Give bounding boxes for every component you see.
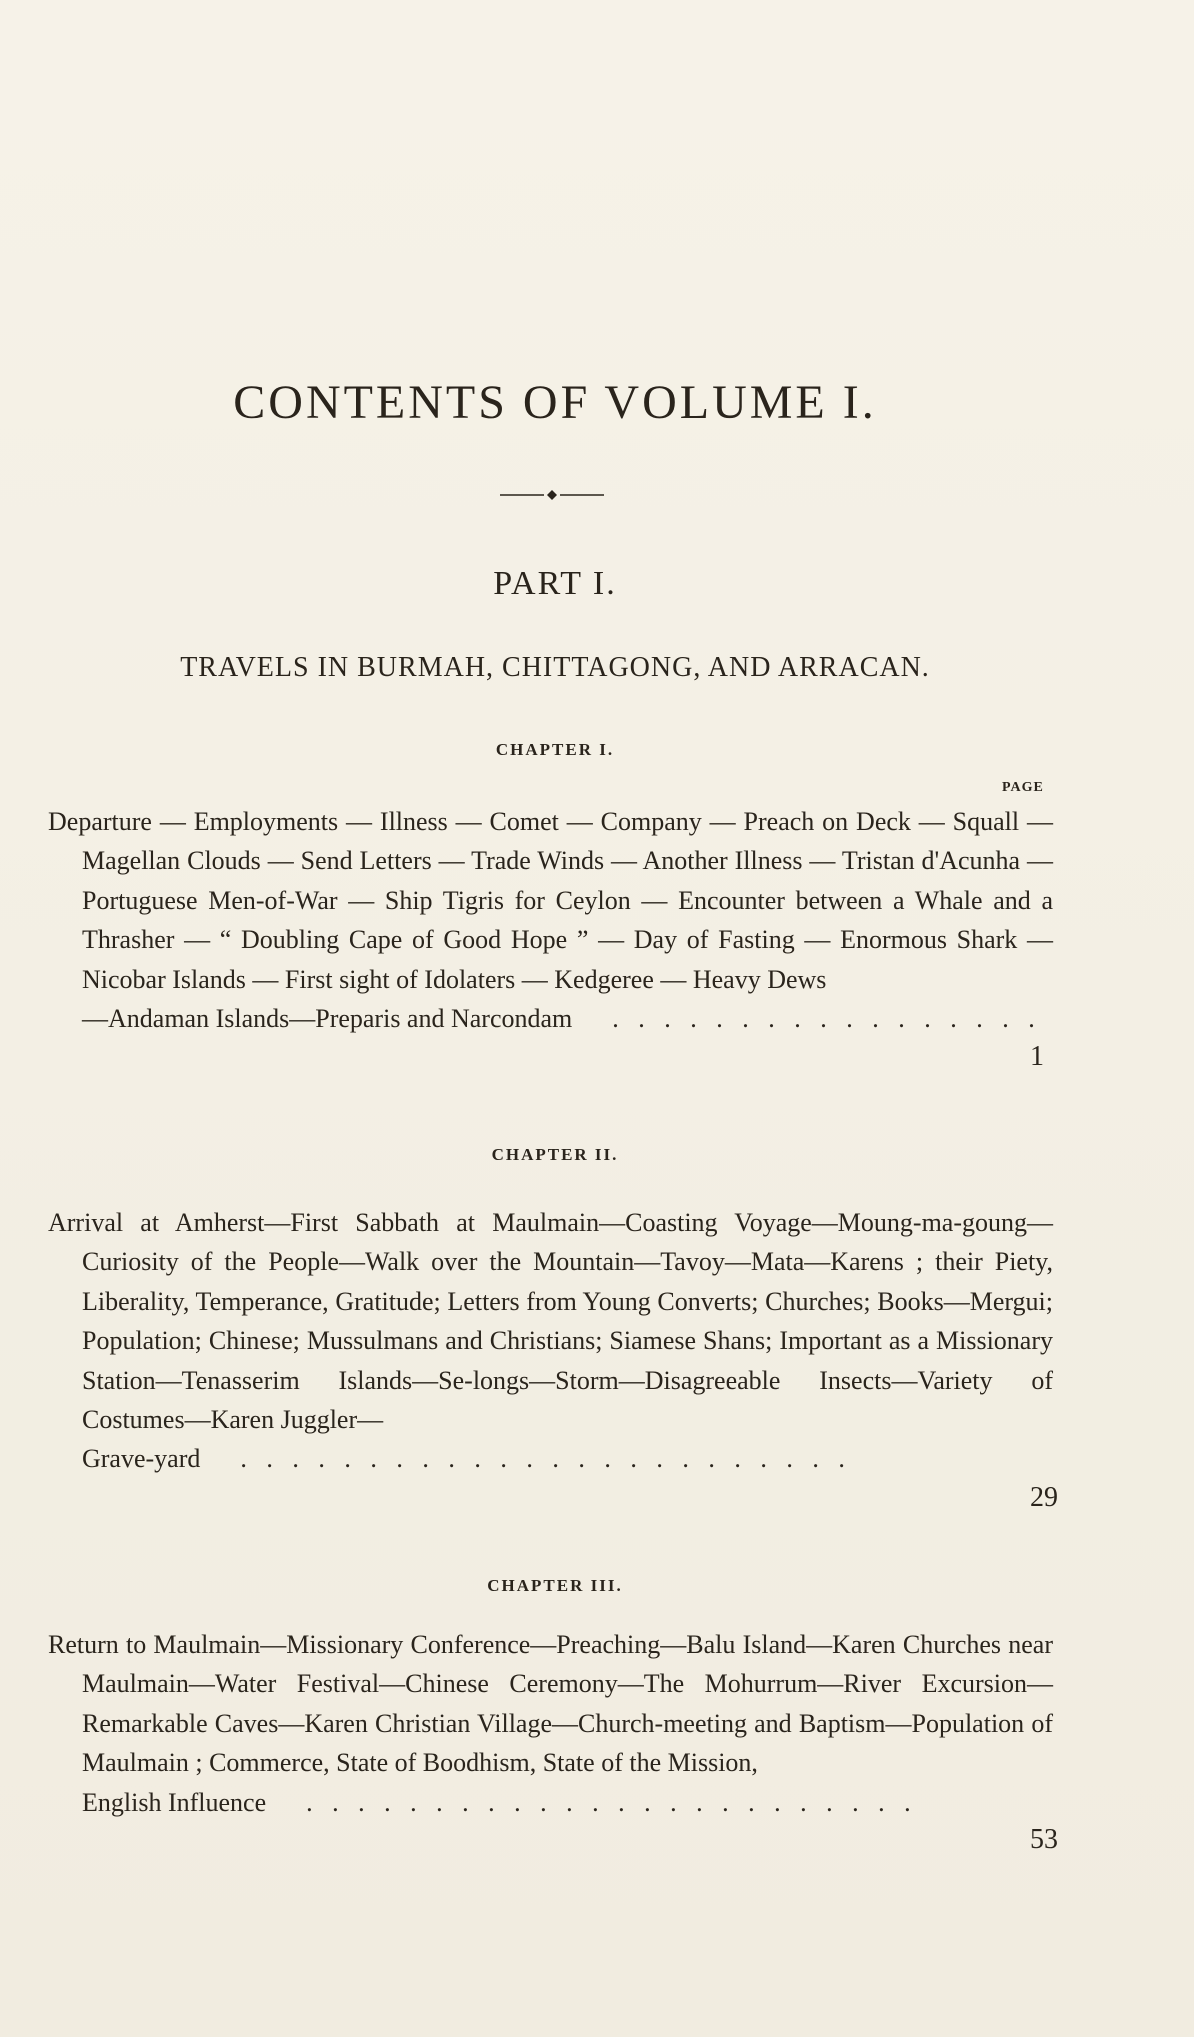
- chapter-summary: [48, 1203, 1053, 1479]
- chapter-summary-text: Return to Maulmain—Missionary Conference—Preaching—Balu Island—Karen Churches near Maulmain—Water Festival—Chinese Ceremony—The Mohurrum—River Excursion—Remarkable Caves—Karen Christian Village—Church-meeting and Baptism—Population of Maulmain ; Commerce, State of Boodhism, State of the Mission,: [48, 1630, 1053, 1778]
- chapter-heading: CHAPTER II.: [491, 1145, 619, 1164]
- chapter-summary: [48, 1625, 1053, 1822]
- page-column-label: PAGE: [1002, 780, 1044, 795]
- page-number: 53: [1030, 1824, 1058, 1855]
- part-subtitle: TRAVELS IN BURMAH, CHITTAGONG, AND ARRACAN.: [180, 652, 930, 683]
- chapter-summary: [48, 802, 1053, 1038]
- page-number: 29: [1030, 1482, 1058, 1513]
- chapter-summary-last-text: Grave-yard: [82, 1444, 201, 1474]
- chapter-summary-text: Departure — Employments — Illness — Comet — Company — Preach on Deck — Squall — Magellan Clouds — Send Letters — Trade Winds — Another Illness — Tristan d'Acunha — Portuguese Men-of-War — Ship Tigris for Ceylon — Encounter between a Whale and a Thrasher — “ Doubling Cape of Good Hope ” — Day of Fasting — Enormous Shark — Nicobar Islands — First sight of Idolaters — Kedgeree — Heavy Dews: [48, 807, 1053, 994]
- dot-leaders: [240, 1439, 1035, 1478]
- chapter-summary-last-line: [48, 999, 1053, 1038]
- chapter-heading: CHAPTER I.: [495, 740, 615, 759]
- divider-ornament-icon: [500, 488, 604, 502]
- chapter-summary-last-text: —Andaman Islands—Preparis and Narcondam: [82, 1004, 573, 1034]
- page-title: CONTENTS OF VOLUME I.: [233, 376, 877, 429]
- chapter-summary-last-line: [48, 1439, 1053, 1478]
- dot-leaders: [612, 999, 1035, 1038]
- chapter-summary-text: Arrival at Amherst—First Sabbath at Maulmain—Coasting Voyage—Moung-ma-goung—Curiosity of the People—Walk over the Mountain—Tavoy—Mata—Karens ; their Piety, Liberality, Temperance, Gratitude; Letters from Young Converts; Churches; Books—Mergui; Population; Chinese; Mussulmans and Christians; Siamese Shans; Important as a Missionary Station—Tenasserim Islands—Se-longs—Storm—Disagreeable Insects—Variety of Costumes—Karen Juggler—: [48, 1208, 1053, 1435]
- dot-leaders: [306, 1783, 1035, 1822]
- chapter-heading: CHAPTER III.: [487, 1576, 623, 1595]
- page-number: 1: [1030, 1041, 1044, 1072]
- chapter-summary-last-text: English Influence: [82, 1787, 267, 1817]
- chapter-summary-last-line: [48, 1783, 1053, 1822]
- part-heading: PART I.: [493, 565, 617, 602]
